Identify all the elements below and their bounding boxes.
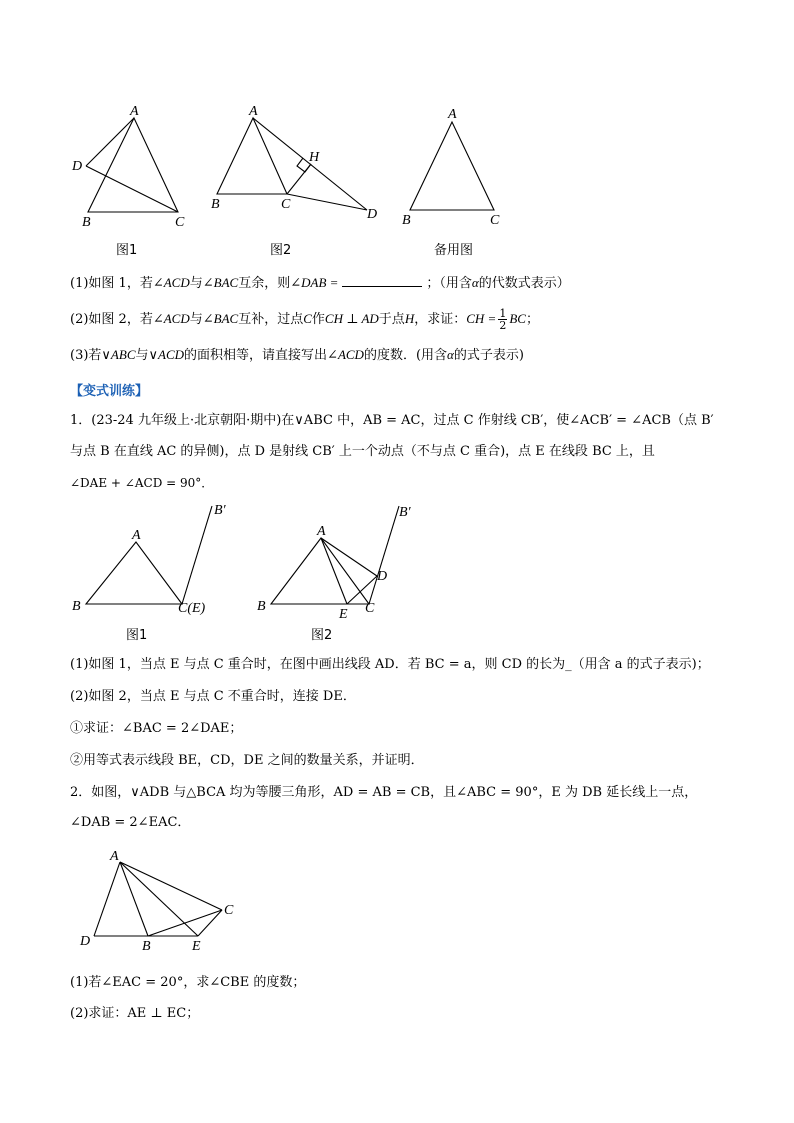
problem-1-question-2: (2)如图 2，当点 E 与点 C 不重合时，连接 DE．: [70, 689, 356, 704]
problem-1-line-3: ∠DAE + ∠ACD = 90°．: [70, 476, 214, 490]
label-b: B: [72, 599, 81, 614]
label-b: B: [257, 599, 266, 614]
segment-cd: [287, 194, 367, 210]
label-a: A: [249, 104, 258, 119]
section-title: 【变式训练】: [70, 384, 149, 399]
label-b: B: [142, 939, 151, 954]
problem-1-question-2-2: ②用等式表示线段 BE，CD，DE 之间的数量关系，并证明．: [70, 753, 424, 768]
figure-2-middle: [255, 500, 430, 625]
question-1: (1)如图 1，若∠ACD与∠BAC互余，则∠DAB = ；（用含α的代数式表示）: [70, 275, 570, 291]
label-c: C: [490, 213, 500, 228]
label-d: D: [72, 159, 83, 174]
figure-problem-2: [70, 840, 250, 958]
triangle-abc: [410, 122, 494, 210]
label-e: E: [192, 939, 201, 954]
segment-ad: [321, 538, 377, 576]
answer-blank[interactable]: [342, 274, 422, 287]
problem-1-question-1: (1)如图 1，当点 E 与点 C 重合时，在图中画出线段 AD．若 BC = a，则 CD 的长为_（用含 a 的式子表示)；: [70, 657, 710, 672]
problem-2-line-2: ∠DAB = 2∠EAC．: [70, 815, 191, 830]
problem-2-line-1: 2．如图，∨ADB 与△BCA 均为等腰三角形，AD = AB = CB，且∠ABC = 90°，E 为 DB 延长线上一点，: [70, 785, 698, 800]
label-a: A: [110, 849, 119, 864]
label-a: A: [317, 524, 326, 539]
label-e: E: [339, 607, 348, 622]
problem-1-line-2: 与点 B 在直线 AC 的异侧)，点 D 是射线 CB′ 上一个动点（不与点 C 重合)，点 E 在线段 BC 上，且: [70, 444, 655, 459]
segment-ae: [120, 862, 198, 936]
label-c: C: [224, 903, 234, 918]
problem-1-question-2-1: ①求证：∠BAC = 2∠DAE；: [70, 721, 243, 736]
triangle-abc: [217, 118, 287, 194]
label-bprime: B′: [399, 505, 411, 520]
ray-cbprime: [369, 506, 399, 604]
figure-1-caption: 图1: [116, 243, 138, 258]
figure-1-top: [70, 100, 200, 235]
label-c: C: [365, 601, 375, 616]
figure-2-top: [205, 100, 390, 230]
label-h: H: [309, 150, 320, 165]
figure-2-caption: 图2: [270, 243, 292, 258]
segment-ad: [94, 862, 120, 936]
ray-cbprime: [182, 506, 212, 604]
label-b: B: [402, 213, 411, 228]
triangle-abc: [271, 538, 369, 604]
label-b: B: [211, 197, 220, 212]
label-d: D: [367, 207, 378, 222]
label-d: D: [80, 934, 91, 949]
middle-figure-2-caption: 图2: [311, 628, 333, 643]
problem-2-question-2: (2)求证：AE ⊥ EC；: [70, 1006, 200, 1021]
figure-spare-caption: 备用图: [434, 243, 474, 258]
label-c: C: [281, 197, 291, 212]
middle-figure-1-caption: 图1: [126, 628, 148, 643]
label-b: B: [82, 215, 91, 230]
triangle-abc: [86, 542, 182, 604]
label-a: A: [130, 104, 139, 119]
figure-1-middle: [70, 500, 230, 625]
label-c: C: [175, 215, 185, 230]
question-2: (2)如图 2，若∠ACD与∠BAC互补，过点C作CH ⊥ AD于点H，求证：CH = $\frac{1}{2}$ BC；: [70, 307, 539, 332]
problem-2-question-1: (1)若∠EAC = 20°，求∠CBE 的度数；: [70, 975, 306, 990]
label-a: A: [448, 107, 457, 122]
problem-1-line-1: 1．(23-24 九年级上·北京朝阳·期中)在∨ABC 中，AB = AC，过点 C 作射线 CB′，使∠ACB′ = ∠ACB（点 B′: [70, 413, 714, 428]
question-3: (3)若∨ABC与∨ACD的面积相等，请直接写出∠ACD的度数．(用含α的式子表示): [70, 347, 524, 363]
label-bprime: B′: [214, 503, 226, 518]
segment-ae: [321, 538, 347, 604]
label-ce: C(E): [178, 601, 206, 616]
segment-ad: [86, 118, 134, 166]
label-a: A: [132, 528, 141, 543]
fraction-half: $\frac{1}{2}$: [499, 307, 507, 332]
triangle-abc: [88, 118, 178, 212]
figure-spare: [400, 100, 510, 230]
label-d: D: [377, 569, 388, 584]
segment-bc: [148, 910, 222, 936]
